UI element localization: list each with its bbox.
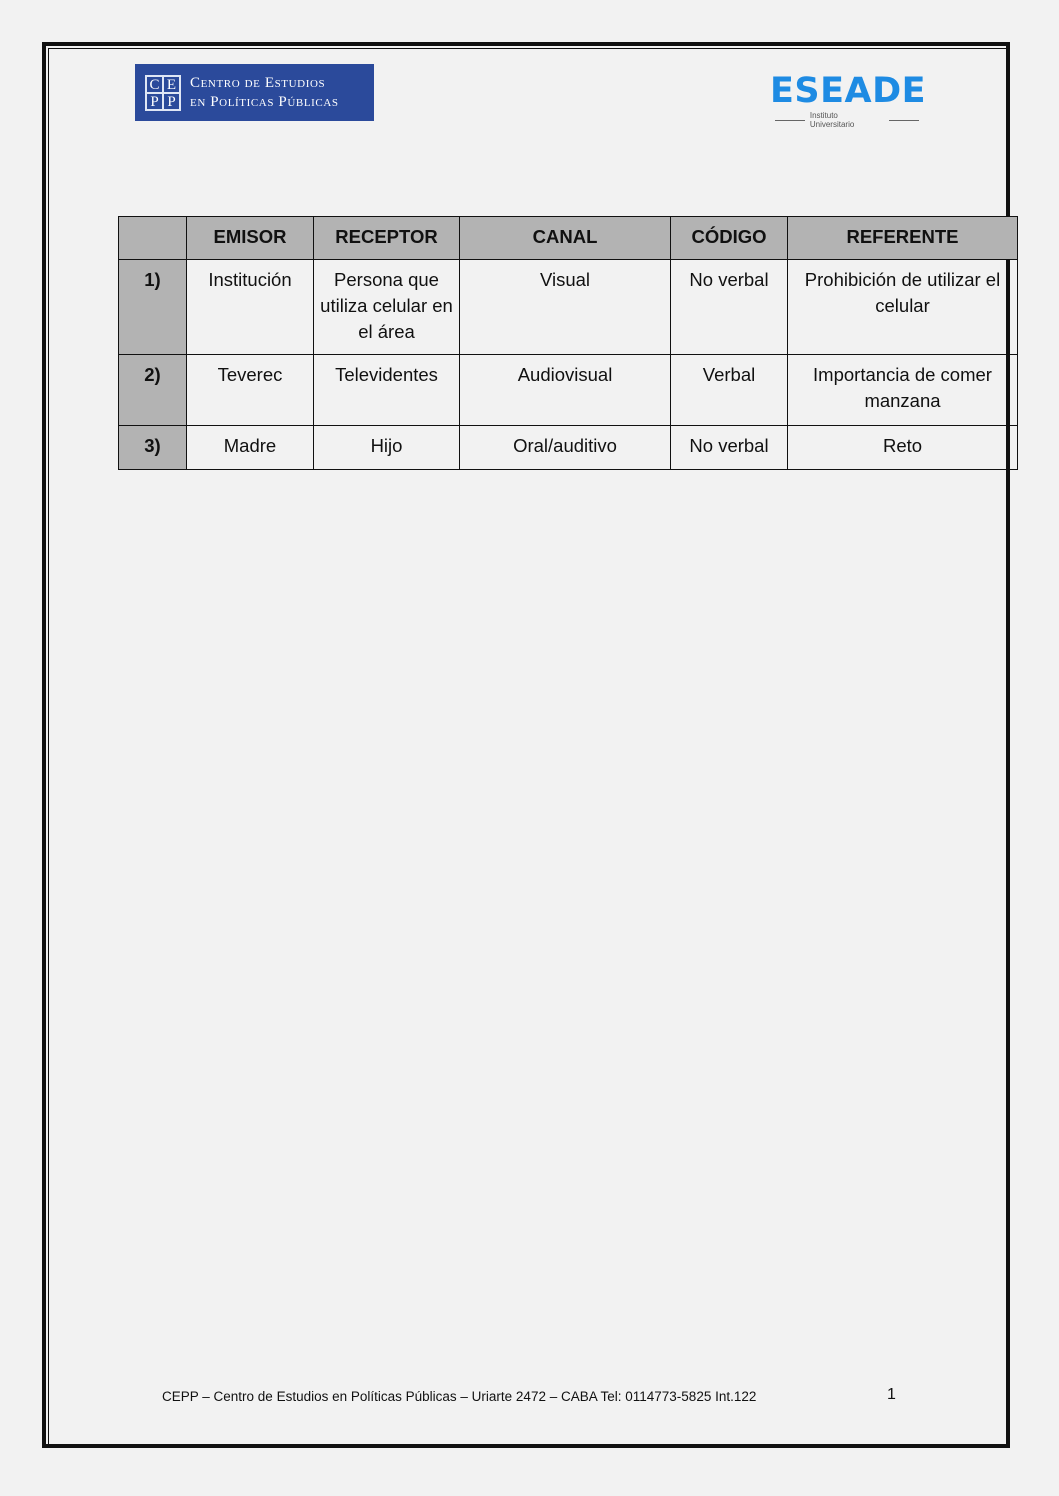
table-row [119,355,1018,426]
cell-emisor: Teverec [187,355,314,426]
divider [775,120,805,121]
cell-receptor: Persona que utiliza celular en el área [314,260,460,355]
footer-contact-text: CEPP – Centro de Estudios en Políticas Públicas – Uriarte 2472 – CABA Tel: 0114773-5825 Int.122 [162,1389,757,1404]
cell-canal: Audiovisual [460,355,671,426]
header-codigo: CÓDIGO [671,217,788,260]
cell-canal: Oral/auditivo [460,426,671,470]
cell-codigo: No verbal [671,426,788,470]
table-row [119,260,1018,355]
header-canal: CANAL [460,217,671,260]
cepp-letter: C [146,76,163,93]
header-index [119,217,187,260]
communication-elements-table [118,216,1018,470]
page-number: 1 [887,1386,896,1403]
cepp-logo [135,64,374,121]
cepp-logo-text [190,74,339,112]
cepp-letter: P [163,93,180,110]
eseade-logo [770,71,927,129]
eseade-logo-subtitle-row [770,111,924,129]
cepp-monogram [145,75,181,111]
header-receptor: RECEPTOR [314,217,460,260]
cell-referente: Reto [788,426,1018,470]
cepp-letter: E [163,76,180,93]
table-header-row [119,217,1018,260]
row-index: 3) [119,426,187,470]
header-referente: REFERENTE [788,217,1018,260]
eseade-logo-name: ESEADE [770,71,927,111]
cell-codigo: No verbal [671,260,788,355]
cell-referente: Prohibición de utilizar el celular [788,260,1018,355]
eseade-logo-subtitle: Instituto Universitario [809,111,855,129]
cell-referente: Importancia de comer manzana [788,355,1018,426]
cell-receptor: Hijo [314,426,460,470]
cell-codigo: Verbal [671,355,788,426]
divider [889,120,919,121]
cepp-letter: P [146,93,163,110]
row-index: 1) [119,260,187,355]
cell-emisor: Institución [187,260,314,355]
cepp-logo-line2: en Políticas Públicas [190,93,339,110]
header-emisor: EMISOR [187,217,314,260]
cell-canal: Visual [460,260,671,355]
cell-emisor: Madre [187,426,314,470]
table-row [119,426,1018,470]
row-index: 2) [119,355,187,426]
cell-receptor: Televidentes [314,355,460,426]
cepp-logo-line1: Centro de Estudios [190,74,326,91]
